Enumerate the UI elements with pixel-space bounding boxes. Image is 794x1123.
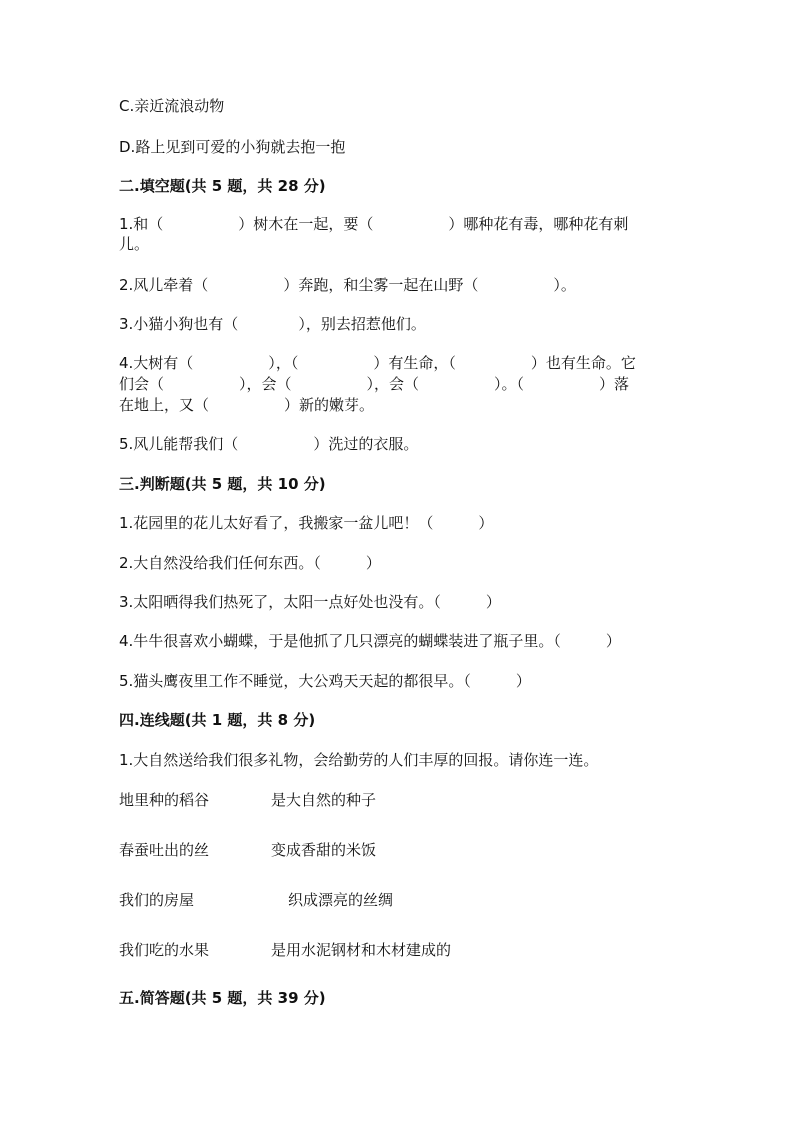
match-right-item: 织成漂亮的丝绸	[288, 891, 394, 909]
match-left-item: 我们的房屋	[119, 891, 195, 909]
judge-question-1: 1.花园里的花儿太好看了，我搬家一盆儿吧！（ ）	[119, 514, 494, 532]
match-left-item: 地里种的稻谷	[119, 791, 210, 809]
fill-question-1-line-2: 儿。	[119, 235, 150, 253]
judge-question-4: 4.牛牛很喜欢小蝴蝶，于是他抓了几只漂亮的蝴蝶装进了瓶子里。（ ）	[119, 632, 621, 650]
match-right-item: 是用水泥钢材和木材建成的	[271, 941, 452, 959]
judge-question-3: 3.太阳晒得我们热死了，太阳一点好处也没有。（ ）	[119, 593, 501, 611]
match-section-heading: 四.连线题(共 1 题，共 8 分)	[119, 711, 316, 729]
fill-question-4-line-3: 在地上，又（ ）新的嫩芽。	[119, 396, 375, 414]
judge-section-heading: 三.判断题(共 5 题，共 10 分)	[119, 475, 326, 493]
fill-question-1-line-1: 1.和（ ）树木在一起，要（ ）哪种花有毒，哪种花有刺	[119, 215, 629, 233]
fill-question-2: 2.风儿牵着（ ）奔跑，和尘雾一起在山野（ ）。	[119, 276, 576, 294]
match-left-item: 春蚕吐出的丝	[119, 841, 210, 859]
judge-question-5: 5.猫头鹰夜里工作不睡觉，大公鸡天天起的都很早。（ ）	[119, 672, 531, 690]
fill-section-heading: 二.填空题(共 5 题，共 28 分)	[119, 177, 326, 195]
short-answer-section-heading: 五.简答题(共 5 题，共 39 分)	[119, 989, 326, 1007]
judge-question-2: 2.大自然没给我们任何东西。（ ）	[119, 554, 381, 572]
option-d: D.路上见到可爱的小狗就去抱一抱	[119, 138, 346, 156]
fill-question-4-line-2: 们会（ ），会（ ），会（ ）。（ ）落	[119, 375, 630, 393]
fill-question-5: 5.风儿能帮我们（ ）洗过的衣服。	[119, 435, 419, 453]
match-right-item: 变成香甜的米饭	[271, 841, 377, 859]
match-left-item: 我们吃的水果	[119, 941, 210, 959]
option-c: C.亲近流浪动物	[119, 97, 225, 115]
match-right-item: 是大自然的种子	[271, 791, 377, 809]
fill-question-3: 3.小猫小狗也有（ ），别去招惹他们。	[119, 315, 426, 333]
match-question-1: 1.大自然送给我们很多礼物，会给勤劳的人们丰厚的回报。请你连一连。	[119, 751, 599, 769]
fill-question-4-line-1: 4.大树有（ ），（ ）有生命，（ ）也有生命。它	[119, 354, 636, 372]
